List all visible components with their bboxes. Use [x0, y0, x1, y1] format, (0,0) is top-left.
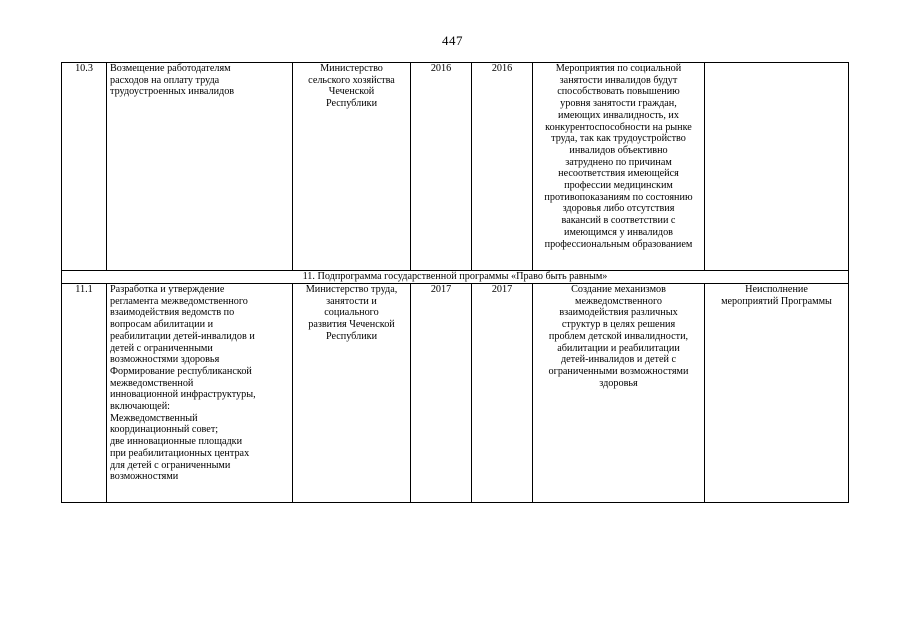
text-line: занятости и — [326, 295, 377, 307]
text-line: проблем детской инвалидности, — [548, 330, 689, 342]
text-line: трудоустроенных инвалидов — [110, 86, 235, 98]
text-line: способствовать повышению — [557, 86, 680, 98]
text-line: Республики — [325, 98, 378, 110]
text-line: детей-инвалидов и детей с — [560, 354, 677, 366]
text-line: инвалидов объективно — [569, 144, 668, 156]
text-line: здоровья — [599, 377, 638, 389]
text-line: занятости инвалидов будут — [559, 74, 678, 86]
text-line: детей с ограниченными — [110, 342, 213, 354]
text-line: Неисполнение — [745, 284, 808, 295]
text-line: профессии медицинским — [564, 180, 673, 192]
text-line: мероприятий Программы — [721, 295, 832, 307]
text-line: здоровья либо отсутствия — [562, 203, 675, 215]
table-row-10-3 — [62, 63, 849, 271]
year-end-cell: 2017 — [472, 284, 533, 503]
text-line: реабилитации детей-инвалидов и — [110, 330, 255, 342]
text-line: труда, так как трудоустройство — [551, 133, 686, 145]
section-header-row — [62, 271, 849, 284]
risk-cell — [705, 63, 849, 271]
text-line: Разработка и утверждение — [110, 284, 225, 295]
text-line: регламента межведомственного — [110, 295, 248, 307]
text-line: Возмещение работодателям — [110, 63, 231, 74]
section-title: 11. Подпрограмма государственной программы «Право быть равным» — [62, 271, 849, 284]
page-number: 447 — [442, 33, 463, 48]
text-line: при реабилитационных центрах — [110, 447, 250, 459]
text-line: несоответствия имеющейся — [558, 168, 679, 180]
text-line: Чеченской — [328, 86, 375, 98]
text-line: две инновационные площадки — [110, 436, 243, 448]
year-start-cell: 2016 — [411, 63, 472, 271]
measure-name-cell — [107, 63, 293, 271]
expected-result-cell — [533, 63, 705, 271]
text-line: вакансий в соответствии с — [561, 215, 676, 227]
text-line: имеющимся у инвалидов — [564, 226, 673, 238]
table-row-11-1 — [62, 284, 849, 503]
measure-name-cell — [107, 284, 293, 503]
text-line: Межведомственный — [110, 412, 198, 424]
executor-cell — [293, 63, 411, 271]
text-line: расходов на оплату труда — [110, 74, 220, 86]
text-line: имеющих инвалидность, их — [558, 109, 679, 121]
text-line: межведомственной — [110, 377, 194, 389]
text-line: профессиональным образованием — [544, 238, 693, 250]
program-table — [61, 62, 849, 503]
text-line: абилитации и реабилитации — [557, 342, 680, 354]
text-line: уровня занятости граждан, — [560, 98, 677, 110]
executor-cell — [293, 284, 411, 503]
text-line: ограниченными возможностями — [548, 365, 689, 377]
year-end-cell: 2016 — [472, 63, 533, 271]
text-line: противопоказаниям по состоянию — [544, 191, 693, 203]
text-line: развития Чеченской — [308, 319, 395, 331]
text-line: возможностями — [110, 471, 179, 483]
year-start-cell: 2017 — [411, 284, 472, 503]
text-line: Формирование республиканской — [110, 365, 252, 377]
text-line: взаимодействия различных — [559, 307, 678, 319]
text-line: включающей: — [110, 401, 170, 413]
text-line: инновационной инфраструктуры, — [110, 389, 256, 401]
text-line: сельского хозяйства — [308, 74, 395, 86]
text-line: структур в целях решения — [561, 319, 676, 331]
text-line: Создание механизмов — [571, 284, 666, 295]
text-line: затруднено по причинам — [565, 156, 672, 168]
text-line: социального — [324, 307, 379, 319]
text-line: вопросам абилитации и — [110, 319, 214, 331]
text-line: для детей с ограниченными — [110, 459, 231, 471]
text-line: Мероприятия по социальной — [555, 63, 682, 74]
text-line: координационный совет; — [110, 424, 219, 436]
text-line: конкурентоспособности на рынке — [545, 121, 692, 133]
row-number-cell: 11.1 — [62, 284, 107, 503]
row-number-cell: 10.3 — [62, 63, 107, 271]
text-line: межведомственного — [575, 295, 662, 307]
text-line: взаимодействия ведомств по — [110, 307, 235, 319]
risk-cell — [705, 284, 849, 503]
text-line: Министерство — [320, 63, 383, 74]
text-line: Республики — [325, 330, 378, 342]
expected-result-cell — [533, 284, 705, 503]
text-line: Министерство труда, — [305, 284, 398, 295]
text-line: возможностями здоровья — [110, 354, 220, 366]
